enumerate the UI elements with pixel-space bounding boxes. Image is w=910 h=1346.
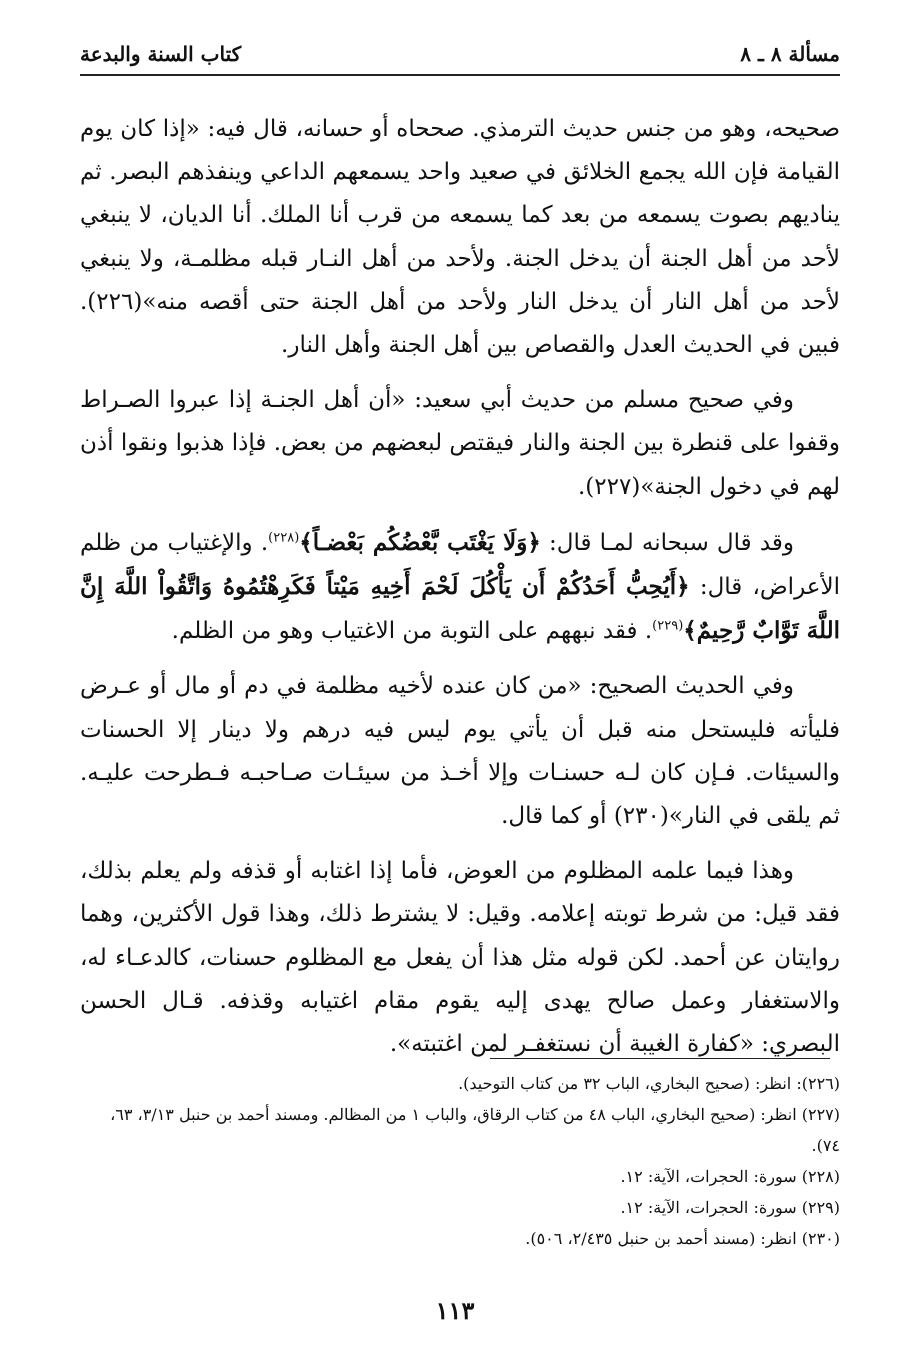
footnote-divider <box>490 1058 830 1059</box>
paragraph-1: صحيحه، وهو من جنس حديث الترمذي. صححاه أو حسانه، قال فيه: «إذا كان يوم القيامة فإن الله يجمع الخلائق في صعيد واحد يسمعهم الداعي وينفذهم البصر. ثم يناديهم بصوت يسمعه من بعد كما يسمعه من قرب أنا الملك. أنا الديان، لا ينبغي لأحد من أهل الجنة أن يدخل الجنة. ولأحد من أهل النـار قبله مظلمـة، ولا ينبغي لأحد من أهل النار أن يدخل النار ولأحد من أهل الجنة حتى أقصه منه»(٢٢٦). فبين في الحديث العدل والقصاص بين أهل الجنة وأهل النار. <box>80 116 840 359</box>
footnote-229: (٢٢٩) سورة: الحجرات، الآية: ١٢. <box>620 1198 840 1217</box>
footnote-ref-229: (٢٢٩) <box>652 618 684 634</box>
quran-intro: وقد قال سبحانه لمـا قال: <box>549 529 794 556</box>
footnote-230: (٢٣٠) انظر: (مسند أحمد بن حنبل ٢/٤٣٥، ٥٠٦). <box>525 1229 840 1248</box>
page-number: ١١٣ <box>435 1296 475 1325</box>
paragraph-quran <box>80 521 840 654</box>
header-book-title: كتاب السنة والبدعة <box>80 42 242 66</box>
footnote-226: (٢٢٦): انظر: (صحيح البخاري، الباب ٣٢ من كتاب التوحيد). <box>458 1074 840 1093</box>
paragraph-4: وهذا فيما علمه المظلوم من العوض، فأما إذا اغتابه أو قذفه ولم يعلم بذلك، فقد قيل: من شرط توبته إعلامه. وقيل: لا يشترط ذلك، وهذا قول الأكثرين، وهما روايتان عن أحمد. لكن قوله مثل هذا أن يفعل مع المظلوم حسنات، كالدعـاء له، والاستغفار وعمل صالح يهدى إليه يقوم مقام اغتيابه وقذفه. قـال الحسن البصري: «كفارة الغيبة أن نستغفـر لمن اغتبته». <box>80 858 840 1058</box>
paragraph-3: وفي الحديث الصحيح: «من كان عنده لأخيه مظلمة في دم أو مال أو عـرض فليأته فليستحل منه قبل أن يأتي يوم ليس فيه درهم ولا دينار إلا الحسنات والسيئات. فـإن كان لـه حسنـات وإلا أخـذ من سيئـات صـاحبـه فـطرحت عليـه. ثم يلقى في النار»(٢٣٠) أو كما قال. <box>80 673 840 830</box>
footnote-ref-228: (٢٢٨) <box>268 530 300 546</box>
quran-verse-1: ﴿وَلَا يَغْتَب بَّعْضُكُم بَعْضـاً﴾ <box>299 528 541 556</box>
header-section-number: مسألة ٨ ـ ٨ <box>740 42 840 66</box>
quran-verse-2: ﴿أَيُحِبُّ أَحَدُكُمْ أَن يَأْكُلَ لَحْمَ أَخِيهِ مَيْتاً فَكَرِهْتُمُوهُ وَاتَّقُواْ اللَّهَ إِنَّ اللَّهَ تَوَّابٌ رَّحِيمٌ﴾ <box>80 573 840 645</box>
quran-end: . فقد نبههم على التوبة من الاغتياب وهو من الظلم. <box>171 618 653 645</box>
running-header <box>80 40 840 76</box>
paragraph-2: وفي صحيح مسلم من حديث أبي سعيد: «أن أهل الجنـة إذا عبروا الصـراط وقفوا على قنطرة بين الجنة والنار فيقتص لبعضهم من بعض. فإذا هذبوا ونقوا أذن لهم في دخول الجنة»(٢٢٧). <box>80 387 840 500</box>
footnote-227: (٢٢٧) انظر: (صحيح البخاري، الباب ٤٨ من كتاب الرقاق، والباب ١ من المظالم. ومسند أحمد بن حنبل ٣/١٣، ٦٣، ٧٤). <box>110 1105 840 1155</box>
footnotes <box>80 1068 840 1254</box>
footnote-228: (٢٢٨) سورة: الحجرات، الآية: ١٢. <box>620 1167 840 1186</box>
main-text <box>80 108 840 1078</box>
quran-mid: . والإغتياب من ظلم الأعراض، قال: <box>80 529 840 601</box>
